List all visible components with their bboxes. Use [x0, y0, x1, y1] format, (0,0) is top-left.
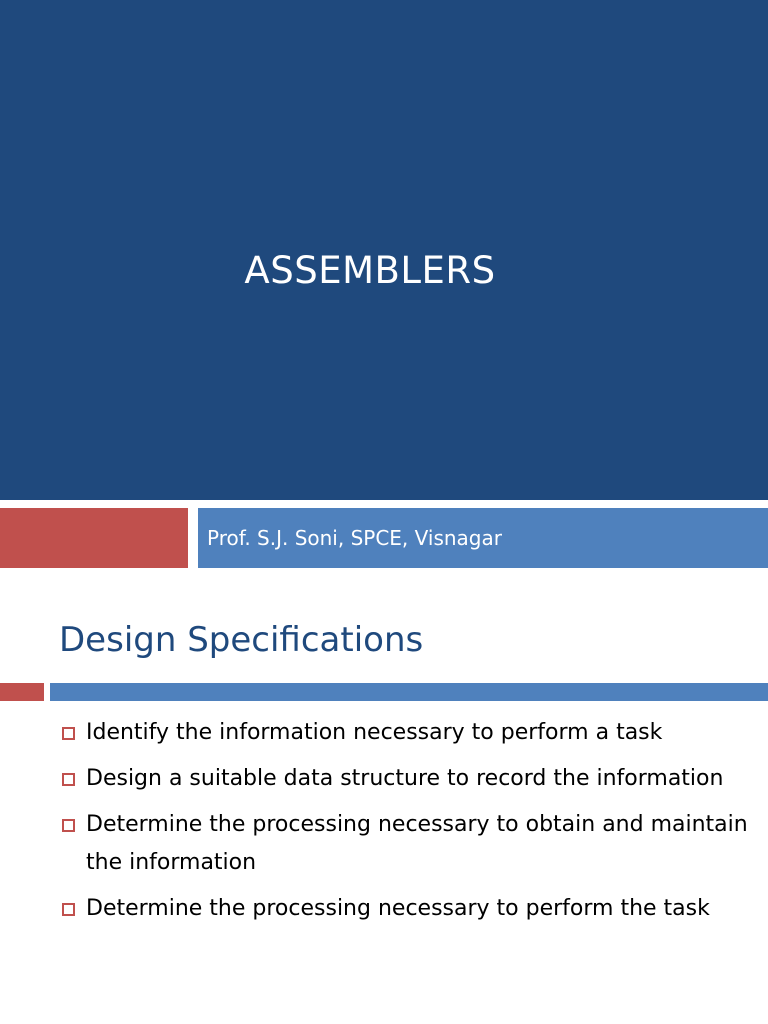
bullet-item — [60, 760, 750, 798]
bullet-list — [60, 714, 750, 936]
bullet-item — [60, 714, 750, 752]
hollow-square-bullet-icon — [62, 773, 75, 786]
bullet-text: Design a suitable data structure to record the information — [86, 766, 724, 791]
slide-heading: Design Specifications — [59, 620, 424, 660]
slide-title: ASSEMBLERS — [244, 249, 496, 292]
content-slide — [0, 568, 768, 1024]
bullet-text: Identify the information necessary to perform a task — [86, 720, 663, 745]
subtitle-band — [198, 508, 768, 568]
bullet-text: Determine the processing necessary to perform the task — [86, 896, 710, 921]
title-panel — [0, 0, 768, 500]
slide-subtitle: Prof. S.J. Soni, SPCE, Visnagar — [207, 526, 502, 550]
hollow-square-bullet-icon — [62, 727, 75, 740]
red-accent-block — [0, 683, 44, 701]
bullet-item — [60, 806, 750, 882]
red-accent-block — [0, 508, 188, 568]
hollow-square-bullet-icon — [62, 819, 75, 832]
bullet-text: Determine the processing necessary to obtain and maintain the information — [86, 812, 748, 875]
heading-underline-band — [50, 683, 768, 701]
bullet-item — [60, 890, 750, 928]
hollow-square-bullet-icon — [62, 903, 75, 916]
